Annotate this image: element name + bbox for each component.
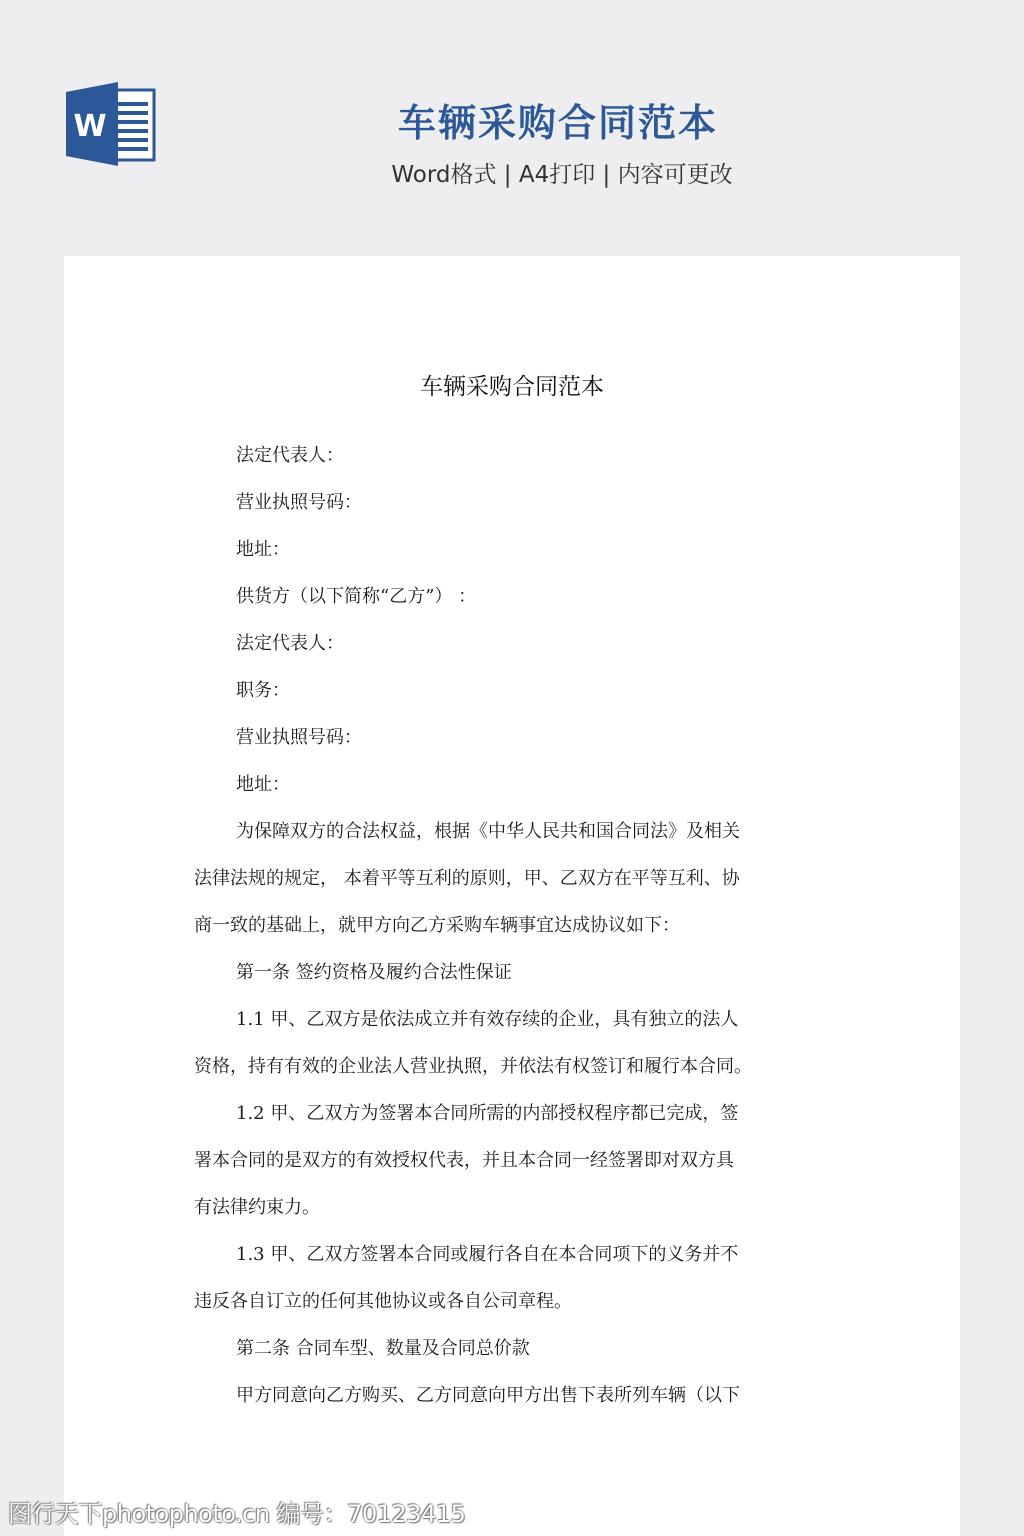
document-page [64,256,960,1536]
doc-line: 1.3 甲、乙双方签署本合同或履行各自在本合同项下的义务并不 [236,1244,739,1265]
doc-line: 甲方同意向乙方购买、乙方同意向甲方出售下表所列车辆（以下 [236,1385,740,1406]
doc-line: 1.1 甲、乙双方是依法成立并有效存续的企业，具有独立的法人 [236,1009,739,1030]
page-header [0,0,1024,256]
doc-line: 1.2 甲、乙双方为签署本合同所需的内部授权程序都已完成，签 [236,1103,739,1124]
doc-line: 法定代表人： [236,633,344,654]
doc-line: 法律法规的规定， 本着平等互利的原则，甲、乙双方在平等互利、协 [194,868,740,889]
svg-text:W: W [73,109,107,144]
document-title: 车辆采购合同范本 [420,374,604,400]
doc-line: 违反各自订立的任何其他协议或各自公司章程。 [194,1291,572,1312]
doc-line: 第一条 签约资格及履约合法性保证 [236,962,512,983]
header-subtitle: Word格式 | A4打印 | 内容可更改 [391,162,733,188]
doc-line: 营业执照号码： [236,492,362,513]
header-title: 车辆采购合同范本 [397,101,718,145]
doc-line: 法定代表人： [236,445,344,466]
doc-line: 地址： [236,774,290,795]
doc-line: 地址： [236,539,290,560]
doc-line: 第二条 合同车型、数量及合同总价款 [236,1338,530,1359]
doc-line: 资格，持有有效的企业法人营业执照，并依法有权签订和履行本合同。 [194,1056,752,1077]
doc-line: 为保障双方的合法权益，根据《中华人民共和国合同法》及相关 [236,821,740,842]
doc-line: 营业执照号码： [236,727,362,748]
watermark: 图行天下photophoto.cn 编号：70123415 [8,1500,466,1528]
doc-line: 商一致的基础上，就甲方向乙方采购车辆事宜达成协议如下： [194,915,680,936]
doc-line: 有法律约束力。 [194,1197,320,1218]
doc-line: 署本合同的是双方的有效授权代表，并且本合同一经签署即对双方具 [194,1150,734,1171]
doc-line: 供货方（以下简称“乙方”） ： [236,586,477,607]
doc-line: 职务： [236,680,290,701]
